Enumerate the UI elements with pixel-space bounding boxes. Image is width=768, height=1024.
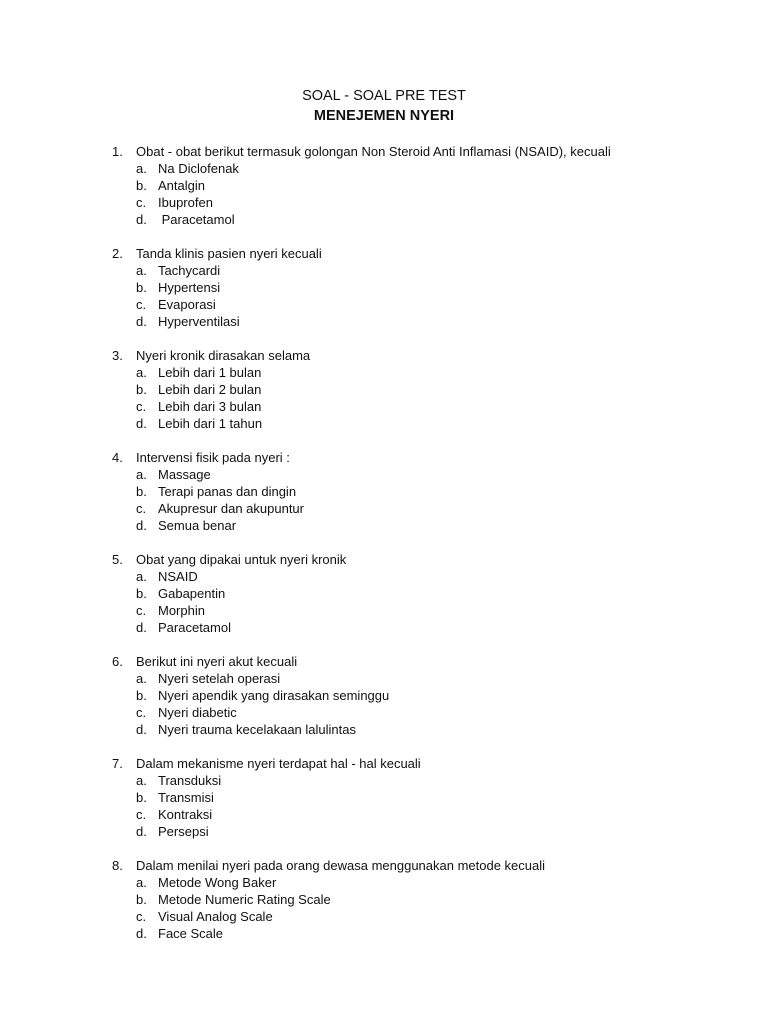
option-letter: a. xyxy=(136,263,147,278)
answer-option xyxy=(112,466,712,483)
question-number: 3. xyxy=(112,348,123,363)
question-text-row xyxy=(112,143,712,160)
option-letter: c. xyxy=(136,705,147,720)
option-letter: d. xyxy=(136,722,147,737)
answer-option xyxy=(112,160,712,177)
answer-option xyxy=(112,364,712,381)
question-5 xyxy=(112,551,712,636)
question-text-row xyxy=(112,551,712,568)
question-number: 4. xyxy=(112,450,123,465)
answer-option xyxy=(112,296,712,313)
answer-option xyxy=(112,398,712,415)
option-text: Lebih dari 1 bulan xyxy=(158,365,262,380)
option-letter: a. xyxy=(136,569,147,584)
option-letter: c. xyxy=(136,195,147,210)
answer-option xyxy=(112,925,712,942)
option-text: Massage xyxy=(158,467,211,482)
answer-option xyxy=(112,279,712,296)
answer-option xyxy=(112,687,712,704)
answer-option xyxy=(112,823,712,840)
answer-option xyxy=(112,585,712,602)
answer-option xyxy=(112,806,712,823)
option-text: Persepsi xyxy=(158,824,209,839)
option-text: Morphin xyxy=(158,603,205,618)
option-text: Kontraksi xyxy=(158,807,213,822)
answer-option xyxy=(112,483,712,500)
option-text: Nyeri diabetic xyxy=(158,705,237,720)
option-text: Ibuprofen xyxy=(158,195,213,210)
option-text: Paracetamol xyxy=(158,620,231,635)
option-letter: d. xyxy=(136,824,147,839)
option-text: Transmisi xyxy=(158,790,214,805)
option-letter: d. xyxy=(136,314,147,329)
question-text-row xyxy=(112,653,712,670)
option-text: Semua benar xyxy=(158,518,237,533)
option-text: Metode Numeric Rating Scale xyxy=(158,892,331,907)
option-text: Terapi panas dan dingin xyxy=(158,484,297,499)
option-text: Tachycardi xyxy=(158,263,221,278)
title-line-2: MENEJEMEN NYERI xyxy=(313,108,455,124)
question-number: 1. xyxy=(112,144,123,159)
option-letter: c. xyxy=(136,603,147,618)
option-text: Nyeri trauma kecelakaan lalulintas xyxy=(158,722,356,737)
option-letter: b. xyxy=(136,586,147,601)
question-list xyxy=(112,143,712,959)
option-text: Akupresur dan akupuntur xyxy=(158,501,304,516)
question-text-row xyxy=(112,245,712,262)
option-letter: a. xyxy=(136,467,147,482)
answer-option xyxy=(112,313,712,330)
question-number: 2. xyxy=(112,246,123,261)
option-letter: b. xyxy=(136,688,147,703)
option-letter: c. xyxy=(136,501,147,516)
option-letter: b. xyxy=(136,280,147,295)
answer-option xyxy=(112,602,712,619)
question-text-row xyxy=(112,755,712,772)
question-6 xyxy=(112,653,712,738)
option-letter: a. xyxy=(136,161,147,176)
answer-option xyxy=(112,381,712,398)
answer-option xyxy=(112,517,712,534)
option-letter: c. xyxy=(136,909,147,924)
question-2 xyxy=(112,245,712,330)
answer-option xyxy=(112,874,712,891)
option-text: Nyeri setelah operasi xyxy=(158,671,281,686)
answer-option xyxy=(112,891,712,908)
option-text: Na Diclofenak xyxy=(158,161,239,176)
answer-option xyxy=(112,177,712,194)
question-text: Dalam menilai nyeri pada orang dewasa menggunakan metode kecuali xyxy=(136,858,546,873)
option-text: NSAID xyxy=(158,569,198,584)
option-letter: b. xyxy=(136,382,147,397)
option-text: Evaporasi xyxy=(158,297,216,312)
option-letter: d. xyxy=(136,212,147,227)
option-letter: a. xyxy=(136,671,147,686)
question-text-row xyxy=(112,449,712,466)
option-letter: d. xyxy=(136,416,147,431)
option-text: Gabapentin xyxy=(158,586,226,601)
title-line-1: SOAL - SOAL PRE TEST xyxy=(302,88,466,104)
answer-option xyxy=(112,619,712,636)
option-letter: b. xyxy=(136,178,147,193)
option-text: Hyperventilasi xyxy=(158,314,240,329)
answer-option xyxy=(112,194,712,211)
question-text-row xyxy=(112,857,712,874)
question-number: 7. xyxy=(112,756,123,771)
question-1 xyxy=(112,143,712,228)
option-letter: b. xyxy=(136,892,147,907)
question-number: 8. xyxy=(112,858,123,873)
question-text: Nyeri kronik dirasakan selama xyxy=(136,348,311,363)
option-text: Metode Wong Baker xyxy=(158,875,277,890)
answer-option xyxy=(112,568,712,585)
question-4 xyxy=(112,449,712,534)
option-text: Transduksi xyxy=(158,773,222,788)
question-8 xyxy=(112,857,712,942)
question-text: Dalam mekanisme nyeri terdapat hal - hal kecuali xyxy=(136,756,421,771)
option-text: Nyeri apendik yang dirasakan seminggu xyxy=(158,688,390,703)
answer-option xyxy=(112,704,712,721)
question-text: Intervensi fisik pada nyeri : xyxy=(136,450,290,465)
option-text: Paracetamol xyxy=(158,212,235,227)
option-text: Lebih dari 3 bulan xyxy=(158,399,262,414)
question-text-row xyxy=(112,347,712,364)
option-text: Lebih dari 2 bulan xyxy=(158,382,262,397)
option-letter: d. xyxy=(136,926,147,941)
answer-option xyxy=(112,262,712,279)
option-text: Hypertensi xyxy=(158,280,221,295)
option-text: Face Scale xyxy=(158,926,224,941)
option-letter: a. xyxy=(136,773,147,788)
question-3 xyxy=(112,347,712,432)
answer-option xyxy=(112,772,712,789)
option-letter: c. xyxy=(136,297,147,312)
question-number: 5. xyxy=(112,552,123,567)
document-title xyxy=(0,86,768,126)
answer-option xyxy=(112,211,712,228)
answer-option xyxy=(112,721,712,738)
option-letter: b. xyxy=(136,790,147,805)
option-letter: a. xyxy=(136,875,147,890)
answer-option xyxy=(112,415,712,432)
option-letter: d. xyxy=(136,518,147,533)
option-letter: d. xyxy=(136,620,147,635)
question-text: Obat - obat berikut termasuk golongan Non Steroid Anti Inflamasi (NSAID), kecuali xyxy=(136,144,611,159)
option-text: Antalgin xyxy=(158,178,205,193)
option-text: Visual Analog Scale xyxy=(158,909,273,924)
answer-option xyxy=(112,908,712,925)
question-text: Tanda klinis pasien nyeri kecuali xyxy=(136,246,322,261)
option-letter: c. xyxy=(136,807,147,822)
option-letter: c. xyxy=(136,399,147,414)
option-letter: b. xyxy=(136,484,147,499)
question-text: Berikut ini nyeri akut kecuali xyxy=(136,654,298,669)
answer-option xyxy=(112,789,712,806)
question-text: Obat yang dipakai untuk nyeri kronik xyxy=(136,552,347,567)
question-number: 6. xyxy=(112,654,123,669)
question-7 xyxy=(112,755,712,840)
answer-option xyxy=(112,670,712,687)
option-text: Lebih dari 1 tahun xyxy=(158,416,263,431)
option-letter: a. xyxy=(136,365,147,380)
answer-option xyxy=(112,500,712,517)
